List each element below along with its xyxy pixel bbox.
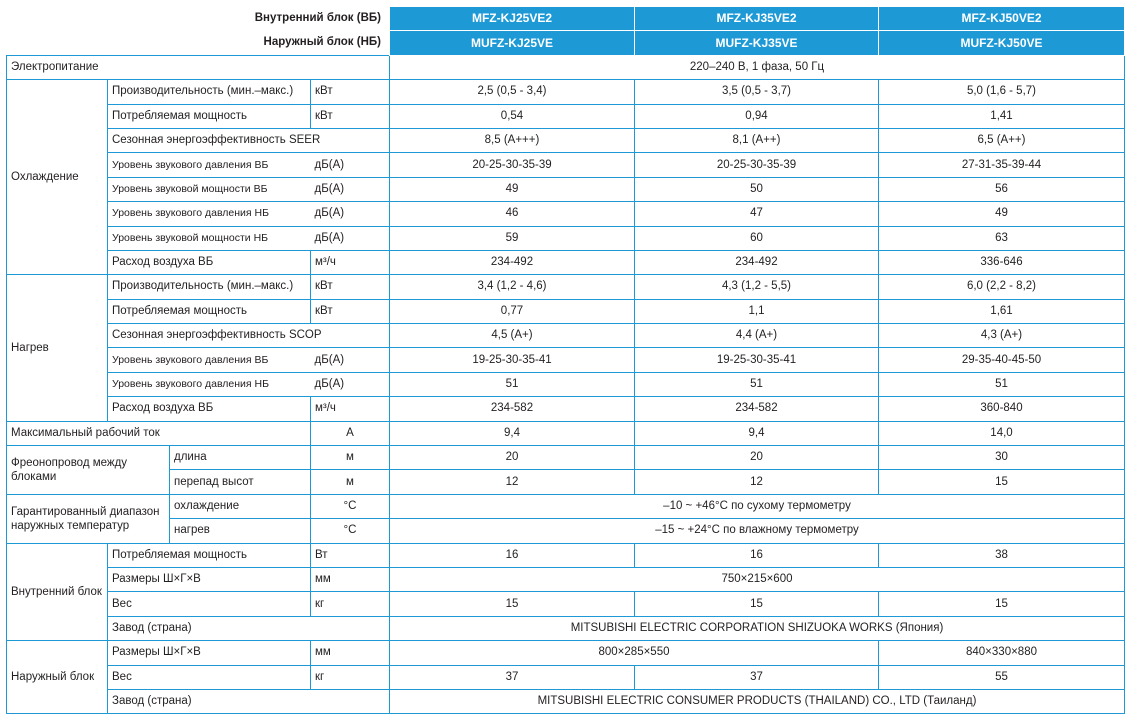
heating-row — [7, 397, 1125, 421]
heating-row — [7, 299, 1125, 323]
outdoor-row — [7, 665, 1125, 689]
row-unit: м³/ч — [311, 250, 390, 274]
row-value: 49 — [390, 177, 635, 201]
row-unit: м — [311, 446, 390, 470]
row-value: 0,77 — [390, 299, 635, 323]
row-value: 30 — [879, 446, 1125, 470]
heating-row — [7, 324, 1125, 348]
row-unit: кг — [311, 592, 390, 616]
row-value: 55 — [879, 665, 1125, 689]
row-label: Уровень звуковой мощности ВБ — [108, 177, 311, 201]
max-current-label: Максимальный рабочий ток — [7, 421, 311, 445]
cooling-row — [7, 177, 1125, 201]
row-label: Уровень звукового давления НБ — [108, 372, 311, 396]
row-value: 234-492 — [635, 250, 879, 274]
row-value: –10 ~ +46°C по сухому термометру — [390, 494, 1125, 518]
outdoor-unit-label: Наружный блок (НБ) — [263, 36, 381, 49]
row-unit: Вт — [311, 543, 390, 567]
outdoor-group-label: Наружный блок — [7, 641, 108, 714]
row-label: Вес — [108, 665, 311, 689]
row-unit: дБ(А) — [311, 177, 390, 201]
row-value: 360-840 — [879, 397, 1125, 421]
outdoor-model-2: MUFZ-KJ35VE — [635, 31, 879, 55]
cooling-row — [7, 226, 1125, 250]
row-unit: кВт — [311, 275, 390, 299]
row-value: 20 — [390, 446, 635, 470]
row-unit: м³/ч — [311, 397, 390, 421]
max-current-unit: А — [311, 421, 390, 445]
row-value: 12 — [390, 470, 635, 494]
row-value: 15 — [879, 470, 1125, 494]
row-label: Сезонная энергоэффективность SEER — [108, 128, 390, 152]
outdoor-model-1: MUFZ-KJ25VE — [390, 31, 635, 55]
range-row — [7, 494, 1125, 518]
power-label: Электропитание — [7, 55, 390, 79]
row-unit: кВт — [311, 80, 390, 104]
row-unit: мм — [311, 641, 390, 665]
row-value: 50 — [635, 177, 879, 201]
row-value: 840×330×880 — [879, 641, 1125, 665]
row-value: –15 ~ +24°C по влажному термометру — [390, 519, 1125, 543]
row-value: 56 — [879, 177, 1125, 201]
row-label: Завод (страна) — [108, 616, 390, 640]
cooling-row — [7, 250, 1125, 274]
row-value: 51 — [390, 372, 635, 396]
row-unit: дБ(А) — [311, 202, 390, 226]
row-value: 20-25-30-35-39 — [635, 153, 879, 177]
row-value: 20-25-30-35-39 — [390, 153, 635, 177]
row-value: 51 — [879, 372, 1125, 396]
row-unit: м — [311, 470, 390, 494]
row-unit: дБ(А) — [311, 348, 390, 372]
row-value: 59 — [390, 226, 635, 250]
heating-row — [7, 348, 1125, 372]
row-value: 47 — [635, 202, 879, 226]
row-value: 800×285×550 — [390, 641, 879, 665]
row-label: Производительность (мин.–макс.) — [108, 80, 311, 104]
piping-group-label: Фреонопровод между блоками — [7, 446, 170, 495]
range-group-label: Гарантированный диапазон наружных температур — [7, 494, 170, 543]
spec-table — [6, 6, 1125, 714]
row-value: 14,0 — [879, 421, 1125, 445]
row-value: 63 — [879, 226, 1125, 250]
row-value: MITSUBISHI ELECTRIC CORPORATION SHIZUOKA WORKS (Япония) — [390, 616, 1125, 640]
heating-group-label: Нагрев — [7, 275, 108, 421]
indoor-row — [7, 616, 1125, 640]
row-value: 1,1 — [635, 299, 879, 323]
heating-row — [7, 372, 1125, 396]
row-value: 3,4 (1,2 - 4,6) — [390, 275, 635, 299]
row-label: Расход воздуха ВБ — [108, 397, 311, 421]
row-value: 29-35-40-45-50 — [879, 348, 1125, 372]
row-label: охлаждение — [170, 494, 311, 518]
row-value: 51 — [635, 372, 879, 396]
row-label: перепад высот — [170, 470, 311, 494]
outdoor-row — [7, 641, 1125, 665]
indoor-row — [7, 567, 1125, 591]
row-value: 4,3 (A+) — [879, 324, 1125, 348]
piping-row — [7, 470, 1125, 494]
row-unit: кг — [311, 665, 390, 689]
indoor-row — [7, 543, 1125, 567]
piping-row — [7, 446, 1125, 470]
row-value: 37 — [635, 665, 879, 689]
row-unit: °C — [311, 519, 390, 543]
row-label: Сезонная энергоэффективность SCOP — [108, 324, 390, 348]
row-value: 8,1 (A++) — [635, 128, 879, 152]
row-value: 12 — [635, 470, 879, 494]
row-value: 19-25-30-35-41 — [390, 348, 635, 372]
row-value: 20 — [635, 446, 879, 470]
row-value: 4,5 (A+) — [390, 324, 635, 348]
row-label: Производительность (мин.–макс.) — [108, 275, 311, 299]
row-value: 16 — [390, 543, 635, 567]
row-label: Размеры Ш×Г×В — [108, 567, 311, 591]
row-label: Уровень звукового давления ВБ — [108, 348, 311, 372]
indoor-model-3: MFZ-KJ50VE2 — [879, 7, 1125, 31]
row-unit: дБ(А) — [311, 226, 390, 250]
indoor-unit-label: Внутренний блок (ВБ) — [254, 12, 381, 25]
row-value: 750×215×600 — [390, 567, 1125, 591]
row-value: 4,3 (1,2 - 5,5) — [635, 275, 879, 299]
row-label: Потребляемая мощность — [108, 299, 311, 323]
row-label: Уровень звуковой мощности НБ — [108, 226, 311, 250]
row-value: 15 — [879, 592, 1125, 616]
row-value: 15 — [635, 592, 879, 616]
row-value: 9,4 — [635, 421, 879, 445]
row-value: 0,54 — [390, 104, 635, 128]
row-value: 46 — [390, 202, 635, 226]
row-label: Уровень звукового давления ВБ — [108, 153, 311, 177]
row-label: Размеры Ш×Г×В — [108, 641, 311, 665]
indoor-group-label: Внутренний блок — [7, 543, 108, 641]
cooling-group-label: Охлаждение — [7, 80, 108, 275]
row-value: 1,61 — [879, 299, 1125, 323]
row-unit: кВт — [311, 104, 390, 128]
row-value: 16 — [635, 543, 879, 567]
row-value: 9,4 — [390, 421, 635, 445]
row-unit: мм — [311, 567, 390, 591]
row-label: нагрев — [170, 519, 311, 543]
row-value: MITSUBISHI ELECTRIC CONSUMER PRODUCTS (THAILAND) CO., LTD (Таиланд) — [390, 689, 1125, 713]
range-row — [7, 519, 1125, 543]
row-value: 5,0 (1,6 - 5,7) — [879, 80, 1125, 104]
indoor-model-1: MFZ-KJ25VE2 — [390, 7, 635, 31]
row-value: 0,94 — [635, 104, 879, 128]
row-label: Расход воздуха ВБ — [108, 250, 311, 274]
row-value: 8,5 (A+++) — [390, 128, 635, 152]
row-value: 60 — [635, 226, 879, 250]
power-value: 220–240 В, 1 фаза, 50 Гц — [390, 55, 1125, 79]
row-label: Завод (страна) — [108, 689, 390, 713]
heating-row — [7, 275, 1125, 299]
row-value: 3,5 (0,5 - 3,7) — [635, 80, 879, 104]
outdoor-row — [7, 689, 1125, 713]
outdoor-model-3: MUFZ-KJ50VE — [879, 31, 1125, 55]
max-current-row — [7, 421, 1125, 445]
header-row-outdoor — [7, 31, 1125, 55]
row-value: 234-582 — [390, 397, 635, 421]
row-value: 4,4 (A+) — [635, 324, 879, 348]
row-value: 6,0 (2,2 - 8,2) — [879, 275, 1125, 299]
row-label: Вес — [108, 592, 311, 616]
cooling-row — [7, 153, 1125, 177]
row-value: 6,5 (A++) — [879, 128, 1125, 152]
cooling-row — [7, 104, 1125, 128]
row-unit: кВт — [311, 299, 390, 323]
indoor-model-2: MFZ-KJ35VE2 — [635, 7, 879, 31]
row-unit: дБ(А) — [311, 153, 390, 177]
row-value: 27-31-35-39-44 — [879, 153, 1125, 177]
row-value: 49 — [879, 202, 1125, 226]
row-label: Потребляемая мощность — [108, 543, 311, 567]
row-value: 15 — [390, 592, 635, 616]
row-label: Уровень звукового давления НБ — [108, 202, 311, 226]
row-label: длина — [170, 446, 311, 470]
row-value: 1,41 — [879, 104, 1125, 128]
cooling-row — [7, 80, 1125, 104]
row-value: 37 — [390, 665, 635, 689]
row-unit: дБ(А) — [311, 372, 390, 396]
row-value: 336-646 — [879, 250, 1125, 274]
row-unit: °C — [311, 494, 390, 518]
cooling-row — [7, 202, 1125, 226]
row-value: 234-582 — [635, 397, 879, 421]
cooling-row — [7, 128, 1125, 152]
power-row — [7, 55, 1125, 79]
row-value: 19-25-30-35-41 — [635, 348, 879, 372]
header-row-indoor — [7, 7, 1125, 31]
row-value: 234-492 — [390, 250, 635, 274]
row-value: 2,5 (0,5 - 3,4) — [390, 80, 635, 104]
indoor-row — [7, 592, 1125, 616]
row-value: 38 — [879, 543, 1125, 567]
row-label: Потребляемая мощность — [108, 104, 311, 128]
